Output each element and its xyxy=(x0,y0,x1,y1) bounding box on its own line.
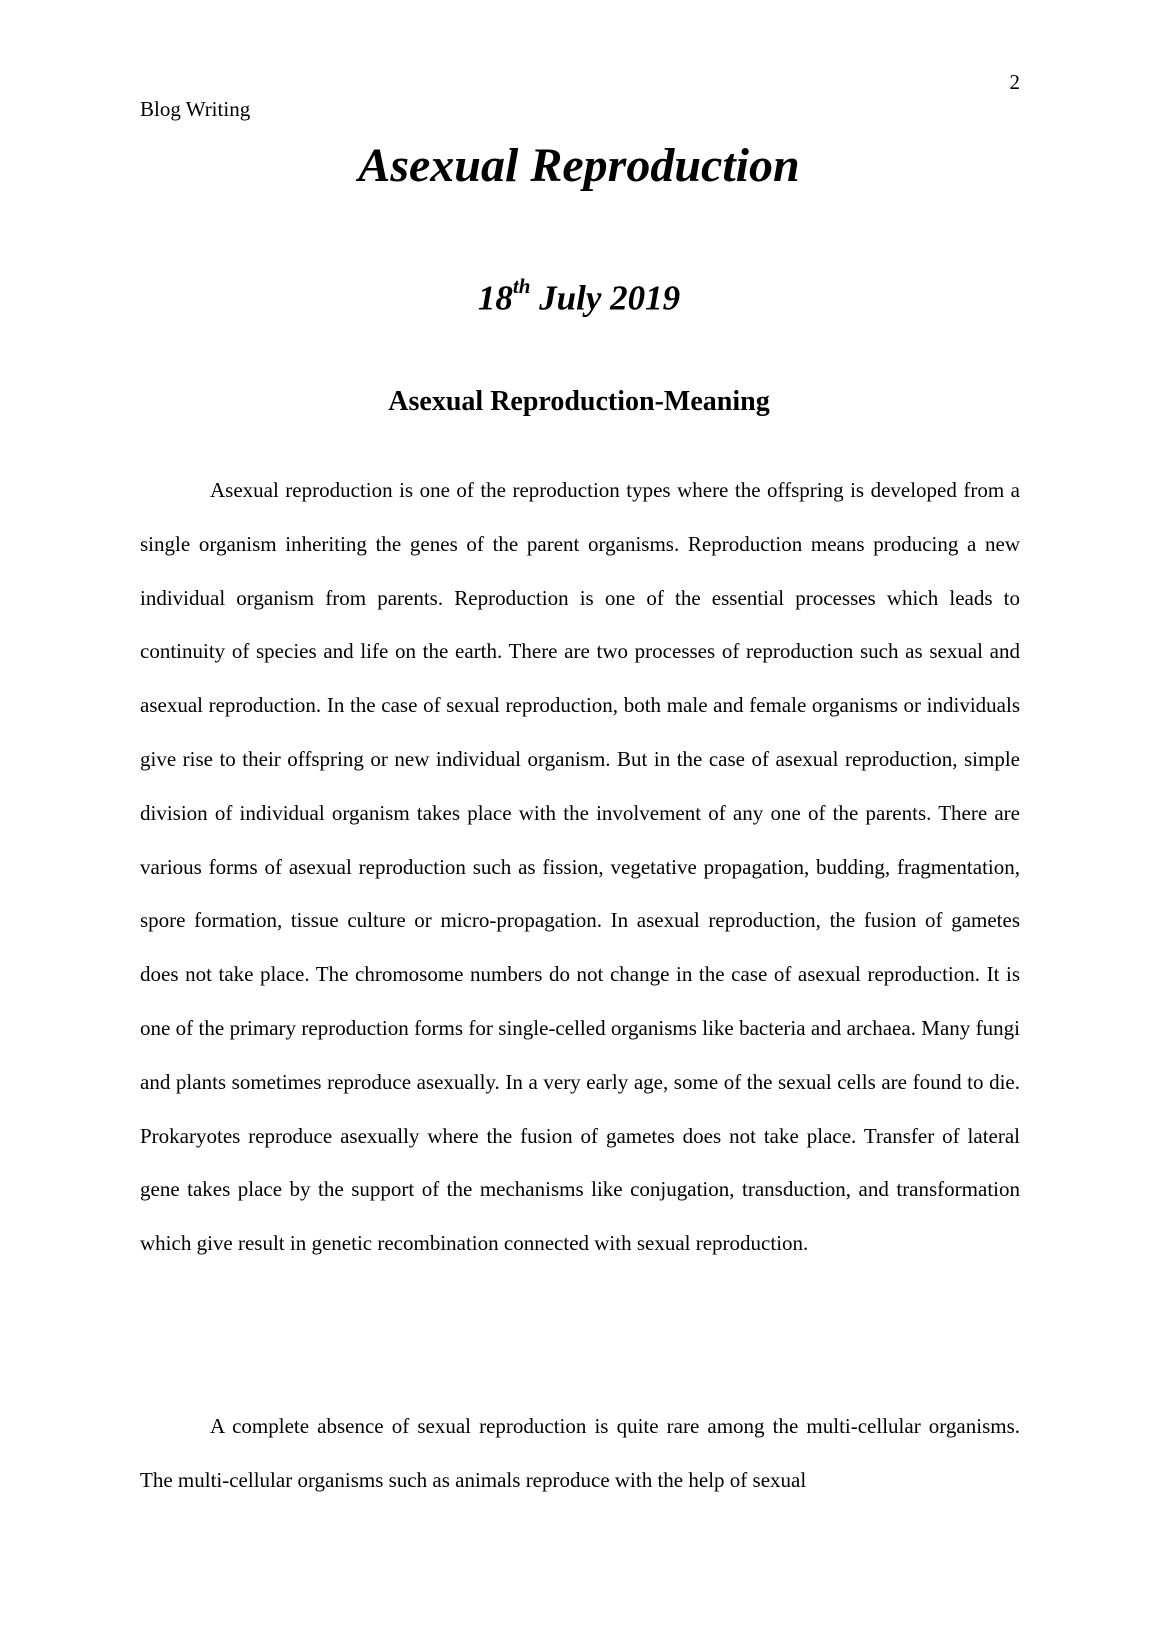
document-date xyxy=(0,274,1158,319)
body-paragraph-1: Asexual reproduction is one of the reproduction types where the offspring is developed from a single organism inheriting the genes of the parent organisms. Reproduction means producing a new individual organism from parents. Reproduction is one of the essential processes which leads to continuity of species and life on the earth. There are two processes of reproduction such as sexual and asexual reproduction. In the case of sexual reproduction, both male and female organisms or individuals give rise to their offspring or new individual organism. But in the case of asexual reproduction, simple division of individual organism takes place with the involvement of any one of the parents. There are various forms of asexual reproduction such as fission, vegetative propagation, budding, fragmentation, spore formation, tissue culture or micro-propagation. In asexual reproduction, the fusion of gametes does not take place. The chromosome numbers do not change in the case of asexual reproduction. It is one of the primary reproduction forms for single-celled organisms like bacteria and archaea. Many fungi and plants sometimes reproduce asexually. In a very early age, some of the sexual cells are found to die. Prokaryotes reproduce asexually where the fusion of gametes does not take place. Transfer of lateral gene takes place by the support of the mechanisms like conjugation, transduction, and transformation which give result in genetic recombination connected with sexual reproduction. xyxy=(140,478,1020,1256)
running-header: Blog Writing xyxy=(140,97,251,121)
section-heading: Asexual Reproduction-Meaning xyxy=(388,386,770,417)
date-day: 18 xyxy=(477,278,513,318)
date-month-year: July 2019 xyxy=(530,278,681,318)
date-suffix: th xyxy=(512,274,531,298)
page-number: 2 xyxy=(1009,70,1020,94)
body-paragraph-2: A complete absence of sexual reproduction is quite rare among the multi-cellular organisms. The multi-cellular organisms such as animals reproduce with the help of sexual xyxy=(140,1414,1020,1492)
document-title: Asexual Reproduction xyxy=(358,139,800,192)
